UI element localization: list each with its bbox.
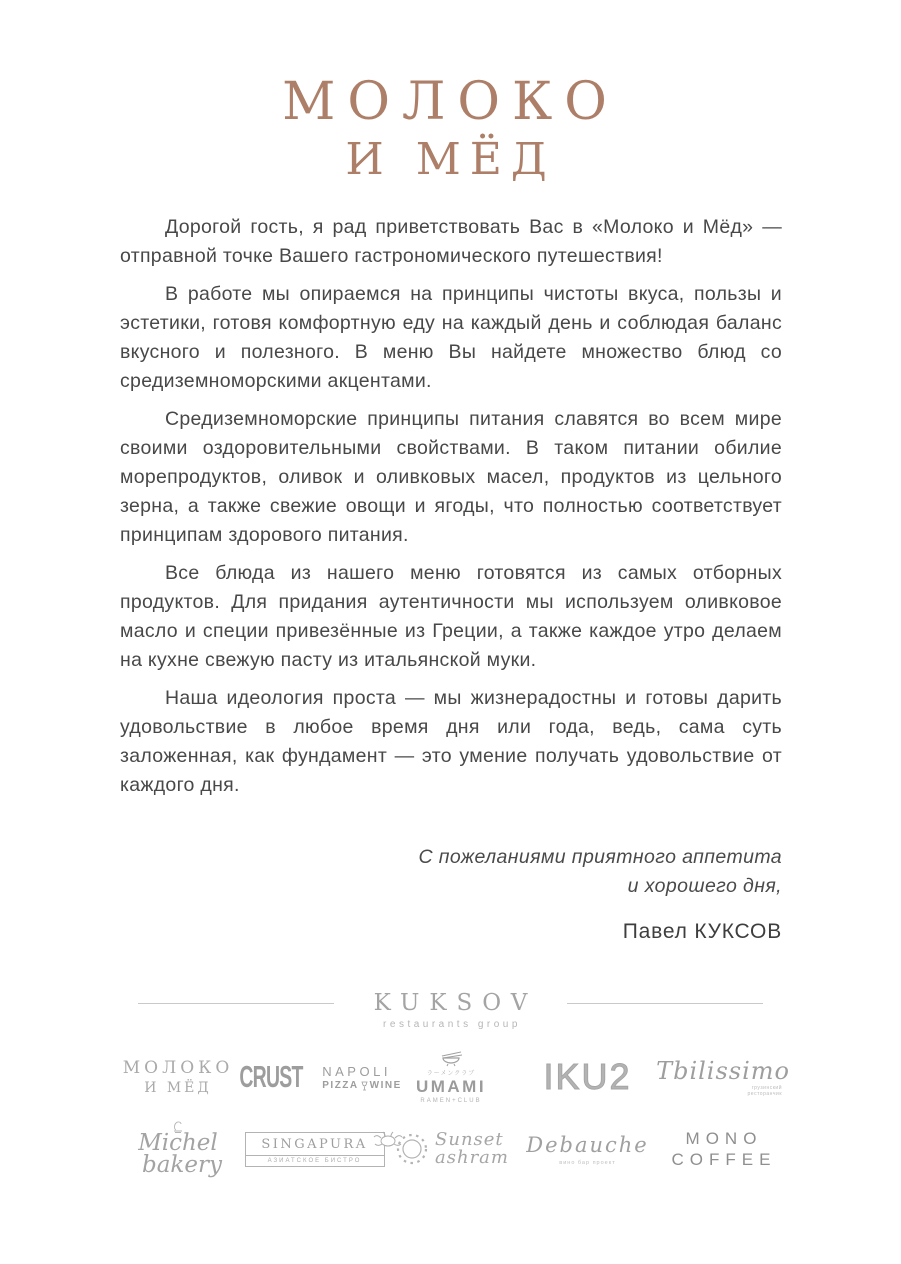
restaurant-group-header xyxy=(138,990,763,1030)
group-name-block xyxy=(364,990,538,1030)
brand-logo-umami xyxy=(385,1051,517,1104)
crab-doodle-icon xyxy=(373,1128,403,1154)
logo-line-2: И МЁД xyxy=(345,134,556,185)
signature-name: Павел КУКСОВ xyxy=(622,920,782,943)
brand-logo-sunset-ashram xyxy=(385,1130,517,1168)
brand-logo-moloko-i-med xyxy=(112,1058,244,1096)
letter-paragraph-greeting: Дорогой гость, я рад приветствовать Вас в «Молоко и Мёд» — отправной точке Вашего гастрономического путешествия! xyxy=(120,216,782,267)
brand-logo-tbilissimo xyxy=(658,1057,790,1098)
signoff-line-1: С пожеланиями приятного аппетита xyxy=(418,846,782,868)
umami-sub-label: RAMEN+CLUB xyxy=(420,1097,482,1104)
letter-paragraph-mediterranean: Средиземноморские принципы питания славятся во всем мире своими оздоровительными свойствами. В таком питании обилие морепродуктов, оливок и оливковых масел, продуктов из цельного зерна, а также свежие овощи и ягоды, что полностью соответствует принципам здорового питания. xyxy=(120,408,782,546)
logo-line-1: МОЛОКО xyxy=(282,72,619,132)
brand-logo-iku2 xyxy=(522,1056,654,1098)
debauche-sub-label: вино бар проект xyxy=(559,1159,616,1166)
crust-napoli-label: NAPOLI xyxy=(322,1063,391,1079)
umami-wordmark: UMAMI xyxy=(415,1076,487,1096)
brand-logos xyxy=(112,1046,790,1180)
sunset-line-1: Sunset xyxy=(435,1129,504,1150)
tbilissimo-sub-line-2: ресторанчик xyxy=(747,1091,782,1097)
singapura-wordmark: SINGAPURA xyxy=(261,1136,368,1152)
brand-logo-michel-bakery xyxy=(112,1121,244,1177)
moloko-brand-line-1: МОЛОКО xyxy=(122,1058,234,1078)
iku2-wordmark: IKU2 xyxy=(543,1056,632,1097)
divider-line-left xyxy=(138,1003,334,1004)
brand-logo-debauche xyxy=(522,1133,654,1166)
brand-logo-mono-coffee xyxy=(658,1128,790,1171)
crust-wordmark: CRUST xyxy=(239,1059,303,1094)
wine-glass-icon xyxy=(361,1081,368,1091)
tbilissimo-wordmark: Tbilissimo xyxy=(656,1056,790,1085)
brand-row-1 xyxy=(112,1046,790,1108)
tbilissimo-sub-line-1: грузинский xyxy=(751,1084,782,1091)
debauche-wordmark: Debauche xyxy=(526,1132,649,1157)
letter-paragraph-products: Все блюда из нашего меню готовятся из самых отборных продуктов. Для придания аутентичности мы используем оливковое масло и специи привезённые из Греции, а также каждое утро делаем на кухне свежую пасту из итальянской муки. xyxy=(120,562,782,671)
divider-line-right xyxy=(567,1003,763,1004)
crust-pizza-label: PIZZA xyxy=(322,1079,359,1091)
sunset-line-2: ashram xyxy=(435,1147,509,1168)
brand-logo-crust-napoli xyxy=(239,1059,402,1094)
signoff-line-2: и хорошего дня, xyxy=(627,875,782,897)
michel-line-2: bakery xyxy=(142,1152,222,1178)
brand-row-2 xyxy=(112,1118,790,1180)
singapura-sub-label: АЗИАТСКОЕ БИСТРО xyxy=(246,1155,384,1166)
mono-line-1: MONO xyxy=(685,1128,763,1148)
ramen-bowl-icon xyxy=(438,1051,464,1067)
crust-wine-label: WINE xyxy=(369,1079,402,1091)
mono-line-2: COFFEE xyxy=(671,1150,777,1169)
umami-japanese-label: ラーメンクラブ xyxy=(426,1070,476,1077)
group-name: KUKSOV xyxy=(373,990,538,1016)
letter-paragraph-ideology: Наша идеология проста — мы жизнерадостны и готовы дарить удовольствие в любое время дня или года, ведь, сама суть заложенная, как фундамент — это умение получать удовольствие от каждого дня. xyxy=(120,687,782,796)
group-subtitle: restaurants group xyxy=(383,1019,521,1030)
letter-body xyxy=(120,213,782,809)
restaurant-logo xyxy=(0,72,901,185)
letter-paragraph-principles: В работе мы опираемся на принципы чистоты вкуса, пользы и эстетики, готовя комфортную еду на каждый день и соблюдая баланс вкусного и полезного. В меню Вы найдете множество блюд со средиземноморскими акцентами. xyxy=(120,283,782,392)
signoff xyxy=(418,843,782,901)
moloko-brand-line-2: И МЁД xyxy=(144,1080,212,1096)
michel-line-1: Michel xyxy=(138,1130,218,1157)
brand-logo-singapura xyxy=(249,1132,381,1167)
